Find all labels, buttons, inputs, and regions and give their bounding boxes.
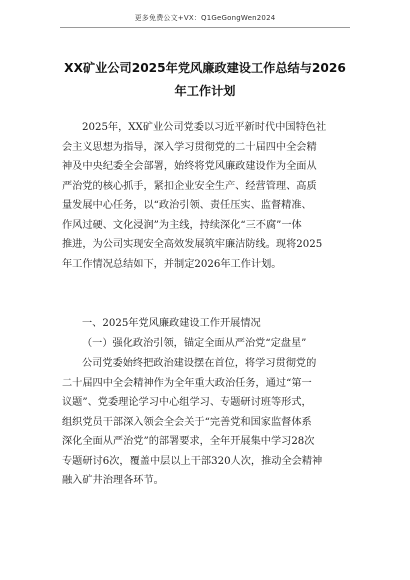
section-line: 议题”、党委理论学习中心组学习、专题研讨班等形式， — [62, 397, 312, 409]
title-line-1: XX矿业公司2025年党风廉政建设工作总结与2026 — [64, 61, 346, 75]
intro-line: 会主义思想为指导，深入学习贯彻党的二十届四中全会精 — [62, 141, 317, 153]
section-line: 深化全面从严治党”的部署要求，全年开展集中学习28次 — [62, 436, 315, 448]
section-line: 融入矿井治理各环节。 — [62, 475, 164, 487]
section-line: 二十届四中全会精神作为全年重大政治任务，通过“第一 — [62, 377, 312, 389]
intro-paragraph — [62, 118, 352, 274]
intro-line: 神及中央纪委全会部署，始终将党风廉政建设作为全面从 — [62, 161, 317, 173]
intro-line: 2025年，XX矿业公司党委以习近平新时代中国特色社 — [82, 122, 327, 133]
section-line: 公司党委始终把政治建设摆在首位，将学习贯彻党的 — [82, 358, 317, 369]
section-subheading: （一）强化政治引领，锚定全面从严治党“定盘星” — [82, 338, 307, 349]
section-line: 组织党员干部深入领会全会关于“完善党和国家监督体系 — [62, 416, 312, 428]
header-note: 更多免费公文+VX：Q1GeGongWen2024 — [134, 14, 276, 22]
intro-line: 年工作情况总结如下，并制定2026年工作计划。 — [62, 258, 282, 270]
document-title — [55, 57, 355, 103]
section-line: 专题研讨6次，覆盖中层以上干部320人次，推动全会精神 — [62, 455, 323, 467]
intro-line: 量发展中心任务，以“政治引领、责任压实、监督精准、 — [62, 200, 312, 212]
section-paragraph — [62, 354, 352, 491]
intro-line: 作风过硬、文化浸润”为主线，持续深化“三不腐”一体 — [62, 219, 302, 231]
header-divider — [60, 27, 350, 28]
intro-line: 严治党的核心抓手，紧扣企业安全生产、经营管理、高质 — [62, 180, 317, 192]
title-line-2: 年工作计划 — [174, 84, 236, 98]
intro-line: 推进，为公司实现安全高效发展筑牢廉洁防线。现将2025 — [62, 239, 323, 251]
section-heading: 一、2025年党风廉政建设工作开展情况 — [82, 318, 261, 329]
